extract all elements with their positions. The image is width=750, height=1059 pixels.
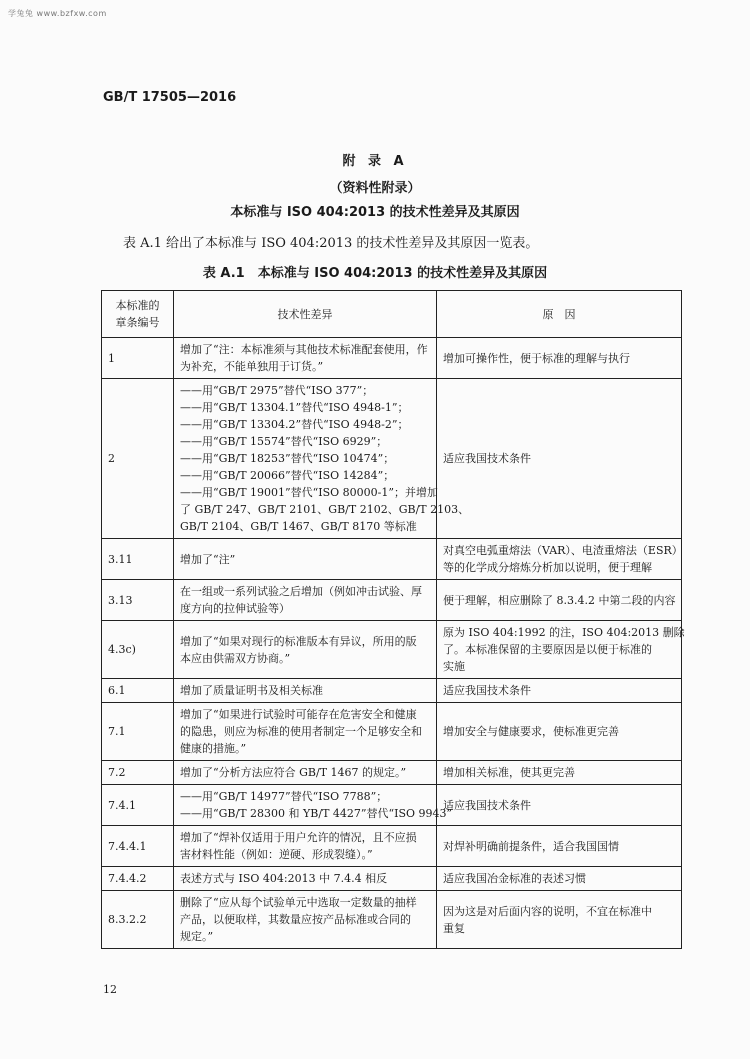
difference-line: 的隐患，则应为标准的使用者制定一个足够安全和 — [180, 725, 422, 738]
difference-line: 为补充，不能单独用于订货。” — [180, 360, 324, 373]
difference-line: ——用“GB/T 2975”替代“ISO 377”； — [180, 384, 374, 397]
reason-line: 因为这是对后面内容的说明，不宜在标准中 — [443, 904, 652, 918]
page-number: 12 — [103, 983, 117, 996]
table-caption: 表 A.1 本标准与 ISO 404:2013 的技术性差异及其原因 — [202, 266, 548, 281]
cell-reason — [437, 703, 682, 761]
cell-technical-difference — [174, 621, 437, 679]
difference-line: 健康的措施。” — [180, 742, 247, 755]
table-row — [102, 539, 682, 580]
cell-section-number: 8.3.2.2 — [102, 891, 174, 949]
reason-line: 增加相关标准，使其更完善 — [443, 766, 575, 779]
reason-line: 适应我国冶金标准的表述习惯 — [443, 872, 586, 885]
differences-table — [101, 290, 685, 949]
reason-line: 了。本标准保留的主要原因是以便于标准的 — [443, 643, 652, 656]
header-reason: 原 因 — [437, 291, 682, 338]
cell-section-number: 3.13 — [102, 580, 174, 621]
cell-technical-difference — [174, 539, 437, 580]
cell-technical-difference — [174, 785, 453, 826]
cell-reason — [437, 338, 682, 379]
difference-line: 本应由供需双方协商。” — [180, 651, 291, 665]
cell-technical-difference — [174, 679, 437, 703]
annex-title: 附 录 A — [342, 154, 408, 169]
difference-line: 产品，以便取样，其数量应按产品标准或合同的 — [180, 913, 411, 926]
reason-line: 增加安全与健康要求，使标准更完善 — [443, 725, 619, 738]
cell-reason — [437, 379, 682, 539]
cell-reason — [437, 580, 682, 621]
cell-section-number: 1 — [102, 338, 174, 379]
reason-line: 原为 ISO 404:1992 的注，ISO 404:2013 删除 — [443, 626, 685, 639]
cell-reason — [437, 679, 682, 703]
difference-line: ——用“GB/T 19001”替代“ISO 80000-1”；并增加 — [180, 486, 438, 499]
cell-technical-difference — [174, 580, 437, 621]
cell-technical-difference — [174, 891, 437, 949]
cell-section-number: 7.2 — [102, 761, 174, 785]
cell-reason — [437, 761, 682, 785]
cell-reason — [437, 785, 682, 826]
cell-reason — [437, 867, 682, 891]
cell-reason — [437, 891, 682, 949]
difference-line: 规定。” — [180, 930, 214, 943]
header-section-line2: 章条编号 — [115, 316, 160, 329]
annex-type: （资料性附录） — [329, 181, 421, 196]
difference-line: 增加了“注” — [180, 552, 236, 566]
difference-line: ——用“GB/T 20066”替代“ISO 14284”； — [180, 469, 395, 482]
reason-line: 实施 — [443, 660, 465, 673]
difference-line: 了 GB/T 247、GB/T 2101、GB/T 2102、GB/T 2103、 — [180, 503, 470, 516]
cell-section-number: 6.1 — [102, 679, 174, 703]
table-row — [102, 785, 682, 826]
difference-line: ——用“GB/T 13304.1”替代“ISO 4948-1”； — [180, 401, 409, 414]
difference-line: 增加了质量证明书及相关标准 — [180, 684, 323, 697]
difference-line: 度方向的拉伸试验等） — [180, 602, 290, 615]
table-row — [102, 338, 682, 379]
cell-section-number: 3.11 — [102, 539, 174, 580]
difference-line: 增加了“分析方法应符合 GB/T 1467 的规定。” — [180, 766, 407, 779]
cell-reason — [437, 826, 682, 867]
header-technical-difference: 技术性差异 — [174, 291, 437, 338]
difference-line: 增加了“如果对现行的标准版本有异议，所用的版 — [180, 634, 417, 648]
table-row — [102, 621, 682, 679]
annex-heading: 本标准与 ISO 404:2013 的技术性差异及其原因 — [230, 205, 520, 220]
cell-section-number: 2 — [102, 379, 174, 539]
table-header-row — [102, 291, 682, 338]
header-section-line1: 本标准的 — [115, 299, 160, 312]
table-row — [102, 379, 682, 539]
table-row — [102, 826, 682, 867]
cell-section-number: 4.3c) — [102, 621, 174, 679]
table-row — [102, 761, 682, 785]
difference-line: ——用“GB/T 28300 和 YB/T 4427”替代“ISO 9943” — [180, 807, 453, 820]
reason-line: 重复 — [443, 921, 465, 935]
reason-line: 适应我国技术条件 — [443, 452, 531, 465]
cell-section-number: 7.1 — [102, 703, 174, 761]
difference-line: ——用“GB/T 15574”替代“ISO 6929”； — [180, 435, 388, 448]
reason-line: 对真空电弧重熔法（VAR）、电渣重熔法（ESR） — [443, 544, 683, 557]
reason-line: 便于理解，相应删除了 8.3.4.2 中第二段的内容 — [443, 593, 676, 607]
difference-line: ——用“GB/T 13304.2”替代“ISO 4948-2”； — [180, 418, 409, 431]
header-section-number — [102, 291, 174, 338]
cell-reason — [437, 539, 682, 580]
difference-line: 增加了“焊补仅适用于用户允许的情况，且不应损 — [180, 831, 417, 844]
intro-paragraph: 表 A.1 给出了本标准与 ISO 404:2013 的技术性差异及其原因一览表。 — [123, 236, 539, 251]
cell-technical-difference — [174, 338, 437, 379]
table-row — [102, 867, 682, 891]
cell-technical-difference — [174, 867, 437, 891]
cell-technical-difference — [174, 761, 437, 785]
standard-code: GB/T 17505—2016 — [103, 90, 237, 105]
cell-section-number: 7.4.1 — [102, 785, 174, 826]
difference-line: GB/T 2104、GB/T 1467、GB/T 8170 等标准 — [180, 520, 417, 533]
difference-line: ——用“GB/T 14977”替代“ISO 7788”； — [180, 790, 388, 803]
table-row — [102, 679, 682, 703]
difference-line: 删除了“应从每个试验单元中选取一定数量的抽样 — [180, 896, 417, 909]
difference-line: 增加了“如果进行试验时可能存在危害安全和健康 — [180, 708, 417, 721]
difference-line: 表述方式与 ISO 404:2013 中 7.4.4 相反 — [180, 872, 388, 885]
reason-line: 等的化学成分熔炼分析加以说明，便于理解 — [443, 561, 652, 574]
reason-line: 适应我国技术条件 — [443, 798, 531, 812]
reason-line: 增加可操作性，便于标准的理解与执行 — [443, 351, 630, 365]
table-row — [102, 580, 682, 621]
cell-technical-difference — [174, 703, 437, 761]
cell-reason — [437, 621, 685, 679]
difference-line: 增加了“注：本标准须与其他技术标准配套使用，作 — [180, 343, 428, 356]
cell-technical-difference — [174, 826, 437, 867]
cell-section-number: 7.4.4.1 — [102, 826, 174, 867]
table-body — [102, 338, 685, 949]
watermark: 学兔兔 www.bzfxw.com — [8, 9, 107, 18]
reason-line: 适应我国技术条件 — [443, 684, 531, 697]
table-row — [102, 703, 682, 761]
cell-technical-difference — [174, 379, 470, 539]
difference-line: 害材料性能（例如：逆硬、形成裂缝）。” — [180, 848, 373, 861]
cell-section-number: 7.4.4.2 — [102, 867, 174, 891]
table-row — [102, 891, 682, 949]
reason-line: 对焊补明确前提条件，适合我国国情 — [443, 839, 619, 853]
difference-line: 在一组或一系列试验之后增加（例如冲击试验、厚 — [180, 585, 422, 598]
difference-line: ——用“GB/T 18253”替代“ISO 10474”； — [180, 452, 395, 465]
